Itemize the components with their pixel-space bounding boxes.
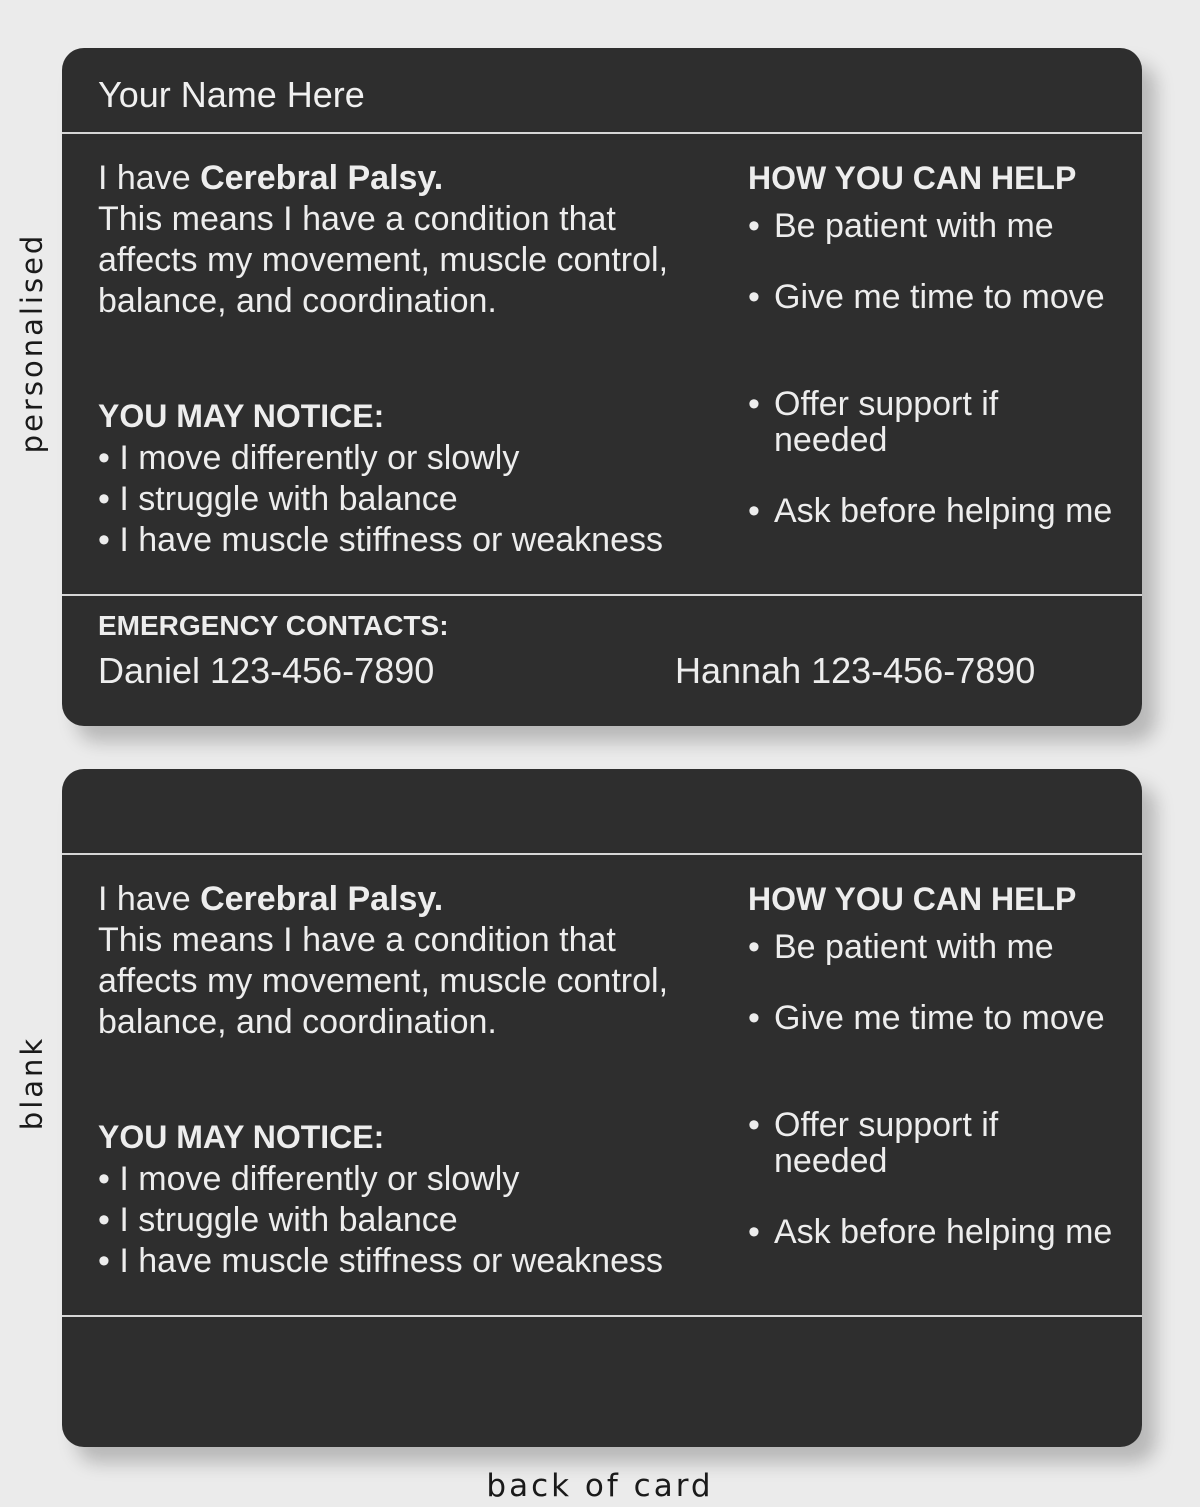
emergency-heading: EMERGENCY CONTACTS: xyxy=(98,610,449,641)
help-heading: HOW YOU CAN HELP xyxy=(748,881,1077,917)
help-heading: HOW YOU CAN HELP xyxy=(748,160,1077,196)
divider-top xyxy=(62,853,1142,855)
label-back-of-card: back of card xyxy=(486,1468,714,1504)
condition-intro xyxy=(98,158,698,322)
help-item: • Offer support if needed xyxy=(774,1107,1114,1179)
help-item: • Give me time to move xyxy=(774,279,1114,315)
help-item: • Offer support if needed xyxy=(774,386,1114,458)
notice-heading: YOU MAY NOTICE: xyxy=(98,398,385,434)
notice-list xyxy=(98,438,663,561)
notice-item: • I move differently or slowly xyxy=(98,1159,663,1200)
card-blank xyxy=(62,769,1142,1447)
intro-prefix: I have xyxy=(98,159,201,197)
condition-name: Cerebral Palsy. xyxy=(200,159,444,197)
intro-prefix: I have xyxy=(98,880,201,918)
label-blank: blank xyxy=(15,1035,49,1131)
divider-bottom xyxy=(62,1315,1142,1317)
notice-item: • I have muscle stiffness or weakness xyxy=(98,1241,663,1282)
condition-intro xyxy=(98,879,698,1043)
notice-item: • I struggle with balance xyxy=(98,1200,663,1241)
help-item: • Ask before helping me xyxy=(774,493,1114,529)
notice-item: • I struggle with balance xyxy=(98,479,663,520)
notice-item: • I have muscle stiffness or weakness xyxy=(98,520,663,561)
condition-description: This means I have a condition that affects my movement, muscle control, balance, and coordination. xyxy=(98,200,669,320)
help-item: • Be patient with me xyxy=(774,208,1114,244)
label-personalised: personalised xyxy=(15,232,49,454)
help-item: • Be patient with me xyxy=(774,929,1114,965)
emergency-contact: Daniel 123-456-7890 xyxy=(98,650,435,691)
notice-item: • I move differently or slowly xyxy=(98,438,663,479)
notice-list xyxy=(98,1159,663,1282)
card-owner-name: Your Name Here xyxy=(98,74,365,115)
notice-heading: YOU MAY NOTICE: xyxy=(98,1119,385,1155)
card-personalised xyxy=(62,48,1142,726)
divider-top xyxy=(62,132,1142,134)
emergency-contact: Hannah 123-456-7890 xyxy=(675,650,1036,691)
help-item: • Give me time to move xyxy=(774,1000,1114,1036)
condition-name: Cerebral Palsy. xyxy=(200,880,444,918)
condition-description: This means I have a condition that affects my movement, muscle control, balance, and coordination. xyxy=(98,921,669,1041)
help-item: • Ask before helping me xyxy=(774,1214,1114,1250)
divider-bottom xyxy=(62,594,1142,596)
